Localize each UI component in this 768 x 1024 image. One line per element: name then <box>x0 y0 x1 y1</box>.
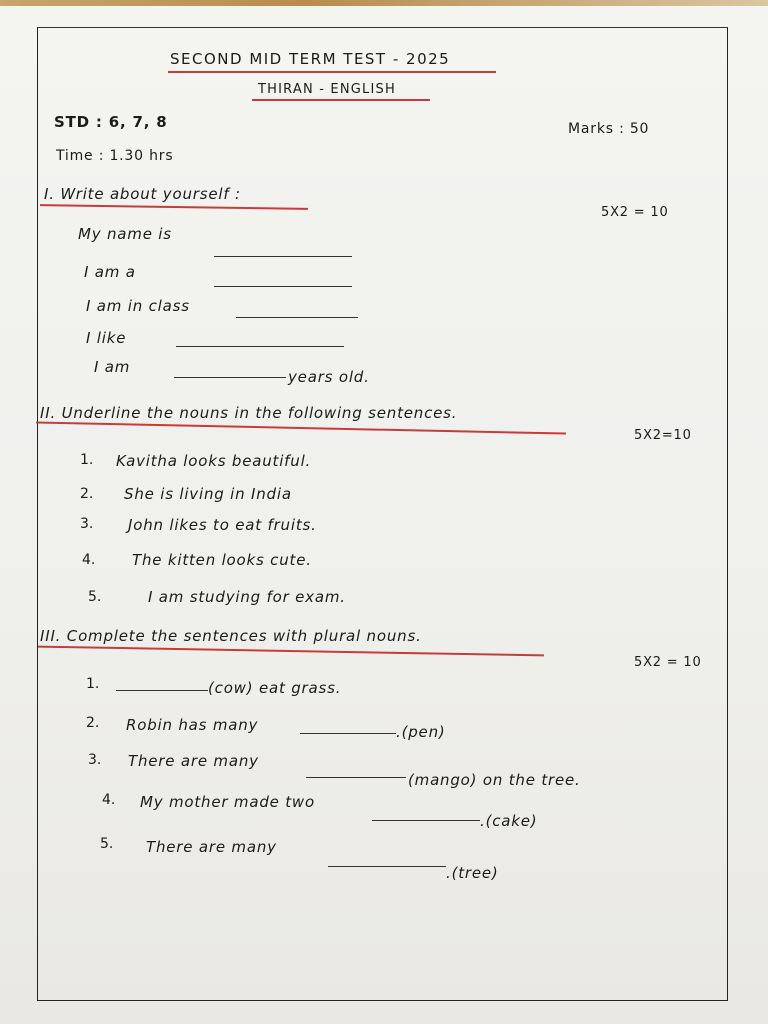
std-label: STD : 6, 7, 8 <box>54 113 168 131</box>
section2-marks: 5X2=10 <box>634 428 692 443</box>
s1-item-3: I am in class <box>86 297 190 315</box>
blank-3 <box>236 317 358 318</box>
s2-num-4: 4. <box>82 552 96 568</box>
s3-item-2-after: .(pen) <box>396 723 446 741</box>
s3-item-5-before: There are many <box>146 838 277 856</box>
s1-item-4: I like <box>86 329 127 347</box>
blank-2 <box>214 286 352 287</box>
s3-num-5: 5. <box>100 836 114 852</box>
s3-blank-5 <box>328 866 446 867</box>
s1-item-2: I am a <box>84 263 136 281</box>
s2-item-1: Kavitha looks beautiful. <box>116 452 312 470</box>
s3-item-4-before: My mother made two <box>140 793 315 811</box>
section1-marks: 5X2 = 10 <box>601 205 669 220</box>
blank-5 <box>174 377 286 378</box>
s3-item-2-before: Robin has many <box>126 716 259 734</box>
s3-blank-3 <box>306 777 406 778</box>
s2-num-5: 5. <box>88 589 102 605</box>
marks-label: Marks : 50 <box>568 121 650 137</box>
title-underline <box>168 71 496 73</box>
time-label: Time : 1.30 hrs <box>56 148 174 164</box>
s2-item-3: John likes to eat fruits. <box>128 516 317 534</box>
section3-heading: III. Complete the sentences with plural nouns. <box>40 627 422 645</box>
blank-1 <box>214 256 352 257</box>
s1-item-5-after: years old. <box>288 368 370 386</box>
s3-item-3-after: (mango) on the tree. <box>408 771 581 789</box>
s3-item-1-after: (cow) eat grass. <box>208 679 342 697</box>
s3-num-3: 3. <box>88 752 102 768</box>
s2-num-3: 3. <box>80 516 94 532</box>
test-subtitle: THIRAN - ENGLISH <box>258 82 396 97</box>
s2-num-1: 1. <box>80 452 94 468</box>
page-border <box>37 27 728 1001</box>
s3-num-4: 4. <box>102 792 116 808</box>
s3-blank-1 <box>116 690 208 691</box>
s1-item-1: My name is <box>78 225 172 243</box>
s3-blank-2 <box>300 733 396 734</box>
blank-4 <box>176 346 344 347</box>
s3-item-3-before: There are many <box>128 752 259 770</box>
s3-num-1: 1. <box>86 676 100 692</box>
section1-heading: I. Write about yourself : <box>44 185 241 203</box>
s2-item-2: She is living in India <box>124 485 292 503</box>
s3-blank-4 <box>372 820 480 821</box>
s1-item-5: I am <box>94 358 131 376</box>
s2-item-4: The kitten looks cute. <box>132 551 312 569</box>
s3-item-4-after: .(cake) <box>480 812 538 830</box>
s2-item-5: I am studying for exam. <box>148 588 346 606</box>
s3-num-2: 2. <box>86 715 100 731</box>
section2-heading: II. Underline the nouns in the following sentences. <box>40 404 458 422</box>
s2-num-2: 2. <box>80 486 94 502</box>
page-edge <box>0 0 768 6</box>
s3-item-5-after: .(tree) <box>446 864 499 882</box>
test-title: SECOND MID TERM TEST - 2025 <box>170 50 451 68</box>
section3-marks: 5X2 = 10 <box>634 655 702 670</box>
subtitle-underline <box>252 99 430 101</box>
